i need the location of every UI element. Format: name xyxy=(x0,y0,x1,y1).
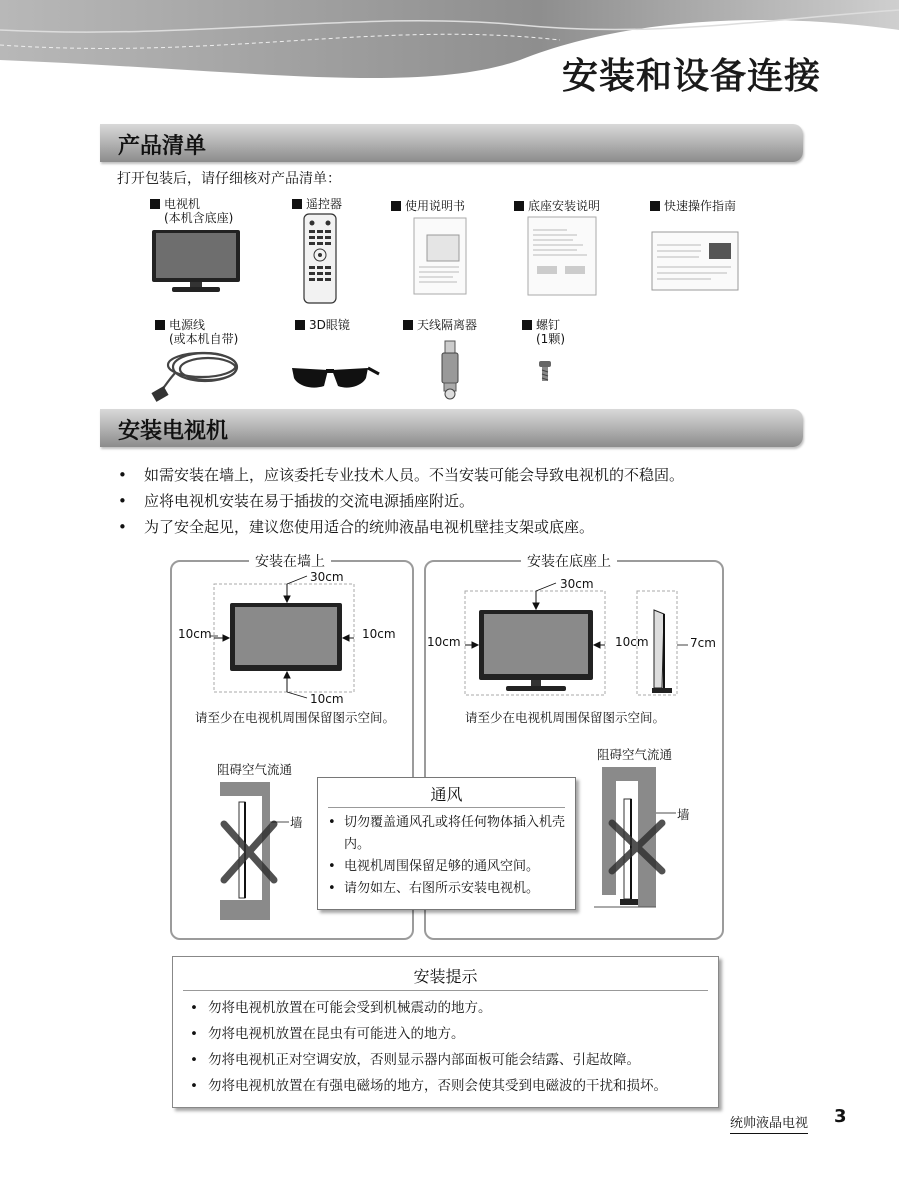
page-number: 3 xyxy=(834,1106,847,1127)
manual-image xyxy=(413,217,467,295)
item-power-cord: 电源线 (或本机自带) xyxy=(155,318,238,346)
stand-guide-image xyxy=(527,216,597,296)
wall-panel-title: 安装在墙上 xyxy=(249,551,331,571)
list-item: • 勿将电视机正对空调安放，否则显示器内部面板可能会结露、引起故障。 xyxy=(190,1047,667,1073)
section-header-product-list xyxy=(100,124,803,162)
remote-image xyxy=(302,213,338,305)
stand-wall-label: 墙 xyxy=(677,807,690,822)
section-title: 产品清单 xyxy=(118,134,207,159)
tips-title: 安装提示 xyxy=(413,967,478,986)
item-stand-guide: 底座安装说明 xyxy=(514,199,600,213)
item-screw: 螺钉 (1颗) xyxy=(522,318,565,346)
power-cord-image xyxy=(150,345,245,403)
intro-text: 打开包装后，请仔细核对产品清单： xyxy=(117,171,341,187)
ventilation-list xyxy=(328,812,573,900)
list-item: • 切勿覆盖通风孔或将任何物体插入机壳内。 xyxy=(328,815,565,852)
tv-image xyxy=(150,228,242,294)
wall-blocked-label: 阻碍空气流通 xyxy=(217,762,293,777)
antenna-isolator-image xyxy=(438,340,462,400)
wall-clearance-note: 请至少在电视机周围保留图示空间。 xyxy=(195,710,396,725)
stand-panel-title: 安装在底座上 xyxy=(521,551,617,571)
stand-blocked-label: 阻碍空气流通 xyxy=(597,747,673,762)
list-item: • 勿将电视机放置在昆虫有可能进入的地方。 xyxy=(190,1021,667,1047)
page-title: 安装和设备连接 xyxy=(561,56,821,97)
install-bullets xyxy=(118,462,684,540)
screw-image xyxy=(537,360,553,384)
stand-bad-install-diagram xyxy=(592,765,682,913)
installation-tips-box xyxy=(172,956,719,1108)
wall-top-clearance: 30cm xyxy=(310,570,344,584)
tips-list xyxy=(190,995,667,1099)
stand-side-clearance: 7cm xyxy=(690,636,716,650)
list-item: • 勿将电视机放置在有强电磁场的地方，否则会使其受到电磁波的干扰和损坏。 xyxy=(190,1073,667,1099)
item-3d-glasses: 3D眼镜 xyxy=(295,318,350,332)
section-header-install-tv xyxy=(100,409,803,447)
stand-clearance-note: 请至少在电视机周围保留图示空间。 xyxy=(465,710,666,725)
ventilation-box xyxy=(317,777,576,910)
3d-glasses-image xyxy=(288,360,380,390)
wall-label: 墙 xyxy=(290,815,303,830)
item-quick-guide: 快速操作指南 xyxy=(650,199,736,213)
item-manual: 使用说明书 xyxy=(391,199,465,213)
bullet-item: • 如需安装在墙上，应该委托专业技术人员。不当安装可能会导致电视机的不稳固。 xyxy=(118,462,684,488)
bullet-item: • 为了安全起见，建议您使用适合的统帅液晶电视机壁挂支架或底座。 xyxy=(118,514,684,540)
list-item: • 电视机周围保留足够的通风空间。 xyxy=(328,859,539,874)
footer-product-name: 统帅液晶电视 xyxy=(730,1112,808,1134)
wall-bad-install-diagram xyxy=(212,778,292,928)
wall-left-clearance: 10cm xyxy=(178,627,212,641)
bullet-item: • 应将电视机安装在易于插拔的交流电源插座附近。 xyxy=(118,488,684,514)
stand-right-clearance: 10cm xyxy=(615,635,649,649)
stand-left-clearance: 10cm xyxy=(427,635,461,649)
stand-top-clearance: 30cm xyxy=(560,577,594,591)
quick-guide-image xyxy=(651,231,739,291)
list-item: • 请勿如左、右图所示安装电视机。 xyxy=(328,881,539,896)
item-tv: 电视机 (本机含底座) xyxy=(150,197,233,225)
item-antenna-isolator: 天线隔离器 xyxy=(403,318,477,332)
wall-bottom-clearance: 10cm xyxy=(310,692,344,706)
ventilation-title: 通风 xyxy=(430,785,463,804)
list-item: • 勿将电视机放置在可能会受到机械震动的地方。 xyxy=(190,995,667,1021)
item-remote: 遥控器 xyxy=(292,197,342,211)
section-title: 安装电视机 xyxy=(118,419,229,444)
wall-right-clearance: 10cm xyxy=(362,627,396,641)
